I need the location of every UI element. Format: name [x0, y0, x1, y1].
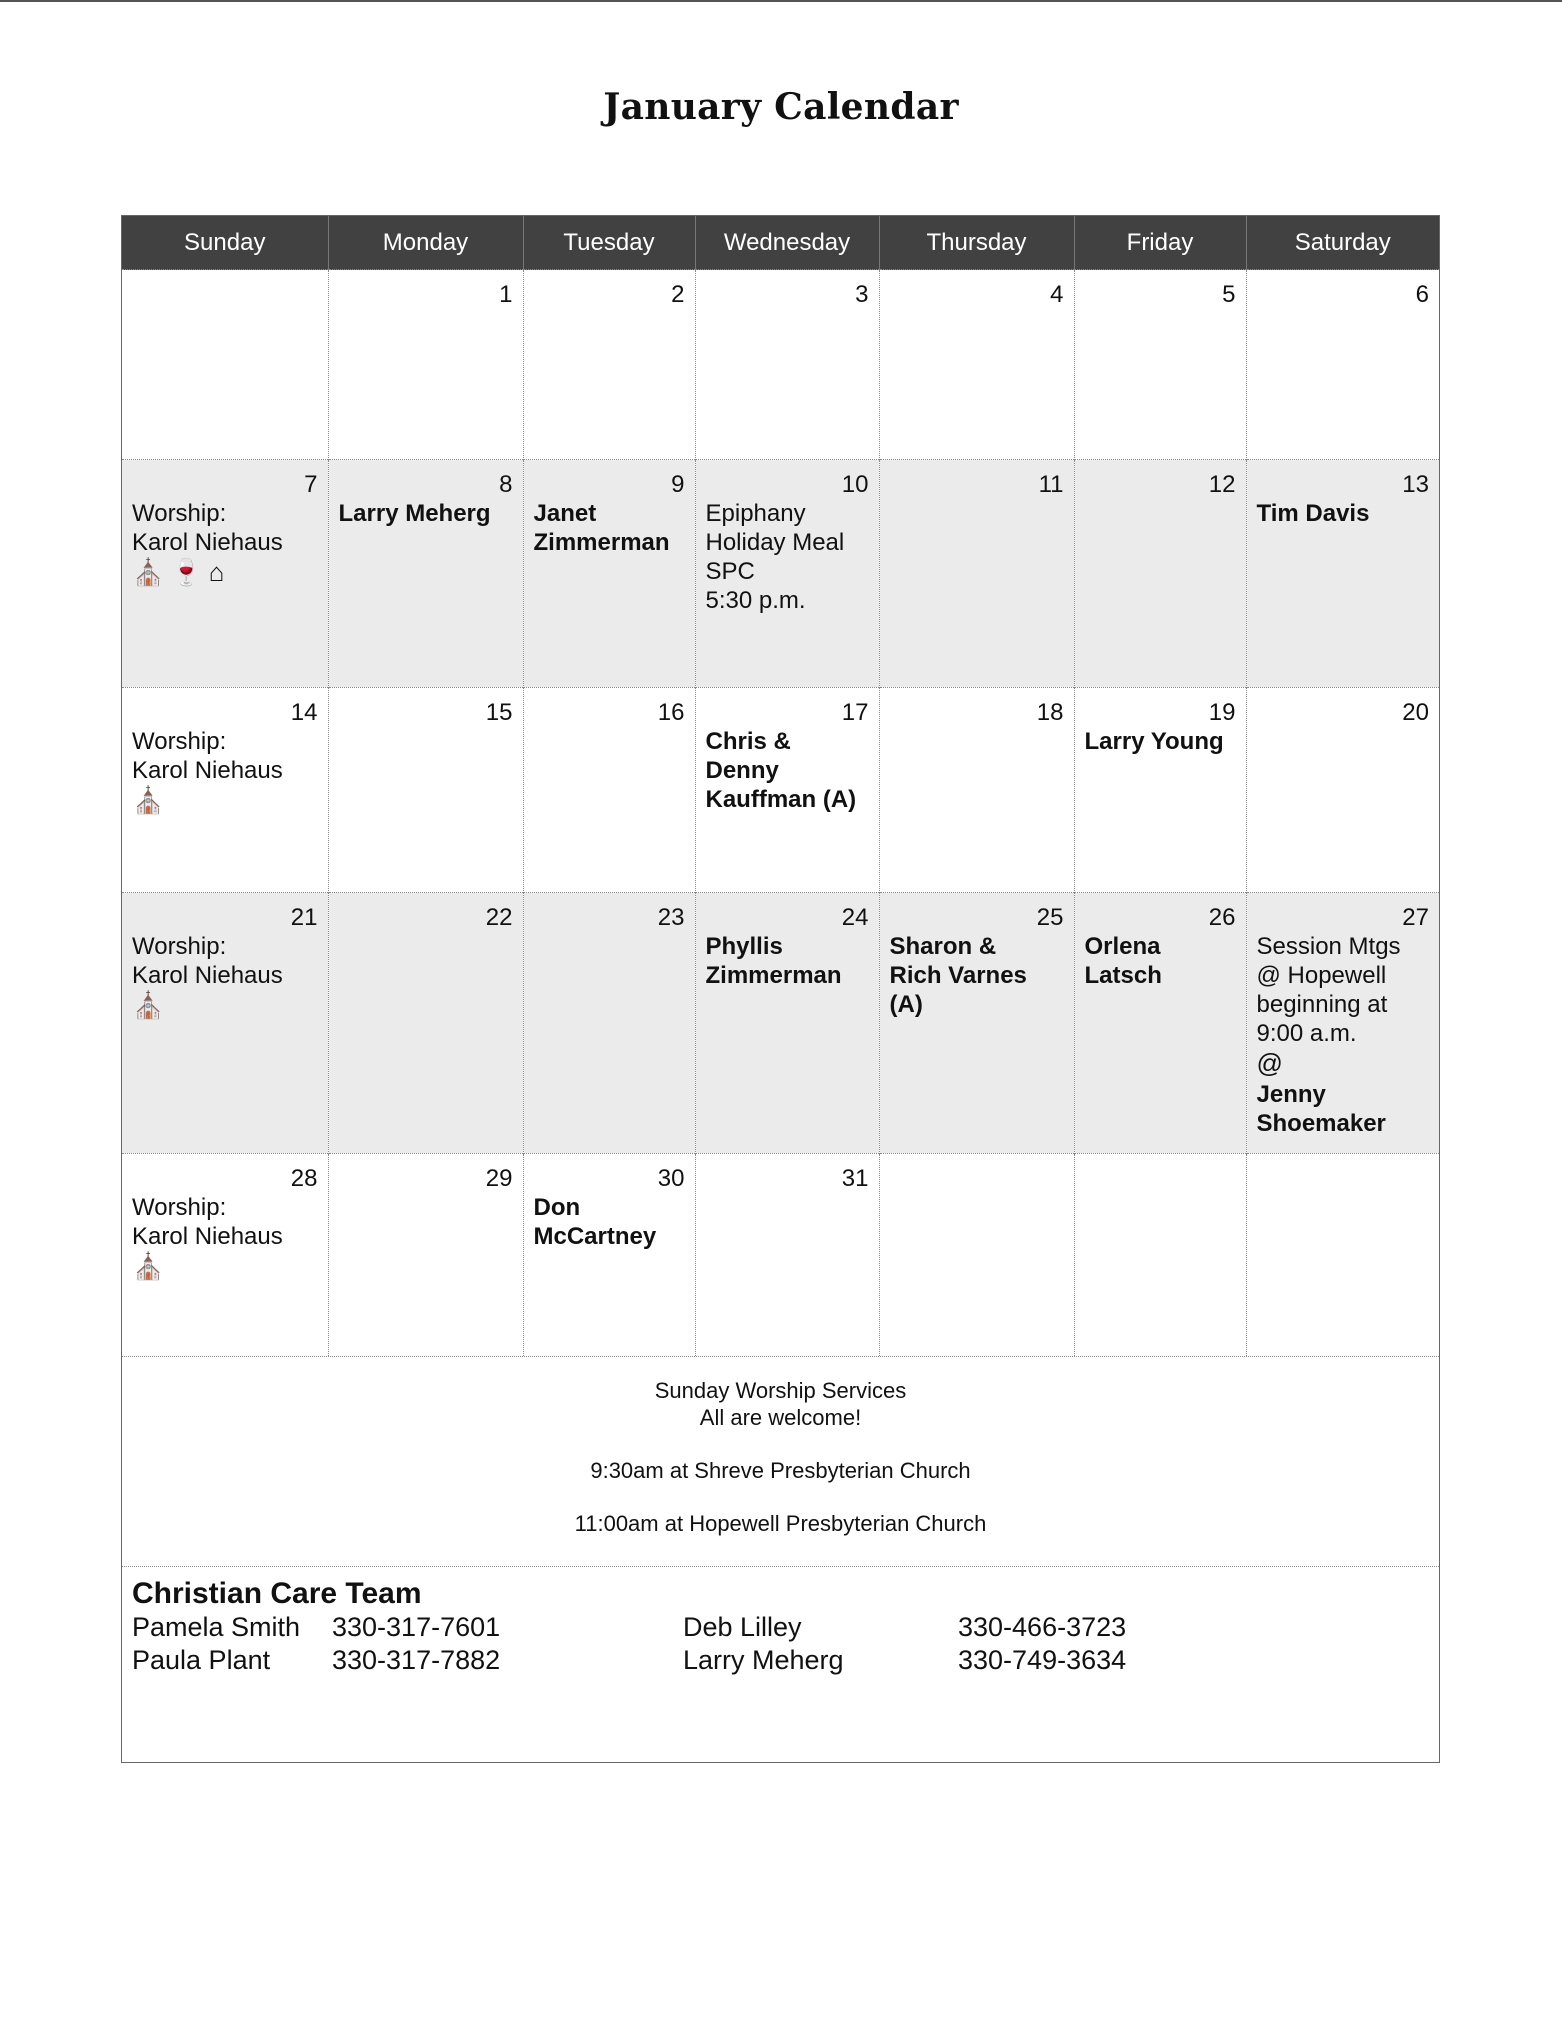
birthday-name: Shoemaker	[1256, 1110, 1386, 1137]
birthday-name: Kauffman (A)	[705, 786, 857, 813]
worship-services-note	[122, 1356, 1439, 1566]
day-number: 16	[657, 699, 685, 726]
birthday-name: Tim Davis	[1256, 500, 1370, 527]
day-number: 27	[1402, 904, 1429, 931]
day-cell	[879, 270, 1074, 460]
birthday-name: Zimmerman	[705, 962, 842, 989]
week-row	[122, 270, 1439, 460]
day-number: 11	[1038, 471, 1064, 498]
weekday-monday: Monday	[328, 216, 523, 270]
services-shreve: 9:30am at Shreve Presbyterian Church	[590, 1457, 971, 1483]
day-cell	[879, 893, 1074, 1154]
birthday-name: Chris &	[705, 728, 791, 755]
day-cell	[695, 460, 879, 688]
day-number: 24	[841, 904, 869, 931]
day-cell	[523, 460, 695, 688]
day-cell	[1246, 460, 1439, 688]
event-text: Worship:	[132, 933, 227, 960]
day-cell	[328, 1154, 523, 1356]
day-cell	[1074, 688, 1246, 893]
day-cell	[695, 893, 879, 1154]
event-text: Session Mtgs	[1256, 933, 1401, 960]
day-cell	[1246, 1154, 1439, 1356]
day-cell	[122, 270, 328, 460]
icon-row	[132, 785, 318, 817]
day-cell	[879, 460, 1074, 688]
calendar-grid	[122, 216, 1439, 1356]
birthday-name: Rich Varnes	[889, 962, 1027, 989]
day-number: 10	[841, 471, 869, 498]
day-number	[890, 1164, 1064, 1193]
day-number: 26	[1208, 904, 1236, 931]
day-number: 8	[499, 471, 513, 498]
birthday-name: Larry Meherg	[338, 500, 491, 527]
day-cell	[879, 1154, 1074, 1356]
member-name: Paula Plant	[132, 1644, 271, 1675]
day-cell	[523, 270, 695, 460]
church-icon: ⛪	[132, 990, 165, 1020]
week-row	[122, 460, 1439, 688]
day-cell	[1074, 270, 1246, 460]
event-text: Karol Niehaus	[132, 757, 283, 784]
day-number	[1257, 1164, 1430, 1193]
day-number: 4	[1050, 281, 1064, 308]
day-number: 29	[485, 1165, 513, 1192]
weekday-saturday: Saturday	[1246, 216, 1439, 270]
weekday-header	[122, 216, 1439, 270]
birthday-name: Jenny	[1256, 1081, 1326, 1108]
icon-row	[132, 990, 318, 1022]
day-number: 5	[1222, 281, 1236, 308]
day-cell	[523, 1154, 695, 1356]
member-phone: 330-317-7601	[332, 1611, 501, 1642]
day-number: 9	[671, 471, 685, 498]
event-text: beginning at	[1256, 991, 1388, 1018]
day-cell	[328, 893, 523, 1154]
day-cell	[695, 688, 879, 893]
day-number: 14	[290, 699, 318, 726]
day-cell	[328, 688, 523, 893]
event-text: Worship:	[132, 1194, 227, 1221]
birthday-name: Orlena	[1084, 933, 1161, 960]
week-row	[122, 1154, 1439, 1356]
weekday-sunday: Sunday	[122, 216, 328, 270]
birthday-name: Sharon &	[889, 933, 997, 960]
day-number: 22	[485, 904, 513, 931]
wine-glass-icon: 🍷	[170, 557, 203, 587]
day-number: 2	[671, 281, 685, 308]
member-name: Deb Lilley	[683, 1611, 802, 1642]
day-number: 15	[485, 699, 513, 726]
services-heading: Sunday Worship Services	[654, 1377, 907, 1403]
day-number: 13	[1402, 471, 1429, 498]
calendar	[121, 215, 1440, 1763]
day-cell	[1246, 893, 1439, 1154]
day-number: 20	[1402, 699, 1429, 726]
event-text: Karol Niehaus	[132, 962, 283, 989]
event-text: 9:00 a.m.	[1256, 1020, 1357, 1047]
day-cell	[122, 1154, 328, 1356]
day-number	[132, 280, 318, 309]
weekday-wednesday: Wednesday	[695, 216, 879, 270]
day-number	[1085, 1164, 1236, 1193]
member-name: Pamela Smith	[132, 1611, 301, 1642]
day-cell	[1074, 460, 1246, 688]
church-icon: ⛪	[132, 557, 165, 587]
event-text: Holiday Meal	[705, 529, 845, 556]
member-name: Larry Meherg	[683, 1644, 844, 1675]
day-number: 7	[304, 471, 318, 498]
event-text: SPC	[705, 558, 755, 585]
day-cell	[122, 460, 328, 688]
church-icon: ⛪	[132, 785, 165, 815]
weekday-thursday: Thursday	[879, 216, 1074, 270]
day-number: 17	[841, 699, 869, 726]
icon-row	[132, 557, 318, 589]
spiral-icon: @	[1256, 1048, 1283, 1078]
day-number: 25	[1036, 904, 1064, 931]
birthday-name: Zimmerman	[533, 529, 670, 556]
day-number: 23	[657, 904, 685, 931]
birthday-name: Janet	[533, 500, 597, 527]
day-number: 31	[841, 1165, 869, 1192]
member-phone: 330-749-3634	[958, 1644, 1127, 1675]
care-team-row	[132, 1644, 1429, 1677]
day-cell	[1074, 1154, 1246, 1356]
day-number: 12	[1208, 471, 1236, 498]
day-cell	[1246, 688, 1439, 893]
day-cell	[1246, 270, 1439, 460]
day-cell	[328, 460, 523, 688]
week-row	[122, 893, 1439, 1154]
week-row	[122, 688, 1439, 893]
birthday-name: Denny	[705, 757, 779, 784]
day-cell	[1074, 893, 1246, 1154]
birthday-name: (A)	[889, 991, 923, 1018]
bread-icon: ⌂	[208, 557, 225, 587]
day-cell	[122, 893, 328, 1154]
day-cell	[523, 893, 695, 1154]
day-cell	[879, 688, 1074, 893]
care-team-title: Christian Care Team	[132, 1576, 422, 1610]
day-number: 6	[1415, 281, 1429, 308]
birthday-name: Larry Young	[1084, 728, 1224, 755]
care-team-row	[132, 1611, 1429, 1644]
day-number: 21	[290, 904, 318, 931]
event-text: 5:30 p.m.	[705, 587, 806, 614]
services-welcome: All are welcome!	[699, 1404, 862, 1430]
birthday-name: Don	[533, 1194, 581, 1221]
event-text: Karol Niehaus	[132, 529, 283, 556]
birthday-name: McCartney	[533, 1223, 657, 1250]
top-rule	[0, 0, 1562, 2]
day-cell	[695, 270, 879, 460]
event-text: @ Hopewell	[1256, 962, 1387, 989]
event-text: Karol Niehaus	[132, 1223, 283, 1250]
event-text: Epiphany	[705, 500, 806, 527]
day-number: 3	[855, 281, 869, 308]
weekday-friday: Friday	[1074, 216, 1246, 270]
calendar-body	[122, 270, 1439, 1356]
event-text: Worship:	[132, 728, 227, 755]
weekday-tuesday: Tuesday	[523, 216, 695, 270]
event-text: Worship:	[132, 500, 227, 527]
services-hopewell: 11:00am at Hopewell Presbyterian Church	[574, 1510, 987, 1536]
day-cell	[523, 688, 695, 893]
icon-row	[132, 1251, 318, 1283]
day-number: 19	[1208, 699, 1236, 726]
day-number: 30	[657, 1165, 685, 1192]
care-team	[122, 1566, 1439, 1762]
day-cell	[695, 1154, 879, 1356]
page-title: January Calendar	[603, 86, 959, 128]
member-phone: 330-466-3723	[958, 1611, 1127, 1642]
day-cell	[122, 688, 328, 893]
day-number: 1	[499, 281, 513, 308]
day-number: 28	[290, 1165, 318, 1192]
church-icon: ⛪	[132, 1251, 165, 1281]
birthday-name: Phyllis	[705, 933, 783, 960]
member-phone: 330-317-7882	[332, 1644, 501, 1675]
birthday-name: Latsch	[1084, 962, 1162, 989]
day-cell	[328, 270, 523, 460]
day-number: 18	[1036, 699, 1064, 726]
icon-row	[1257, 1048, 1430, 1080]
